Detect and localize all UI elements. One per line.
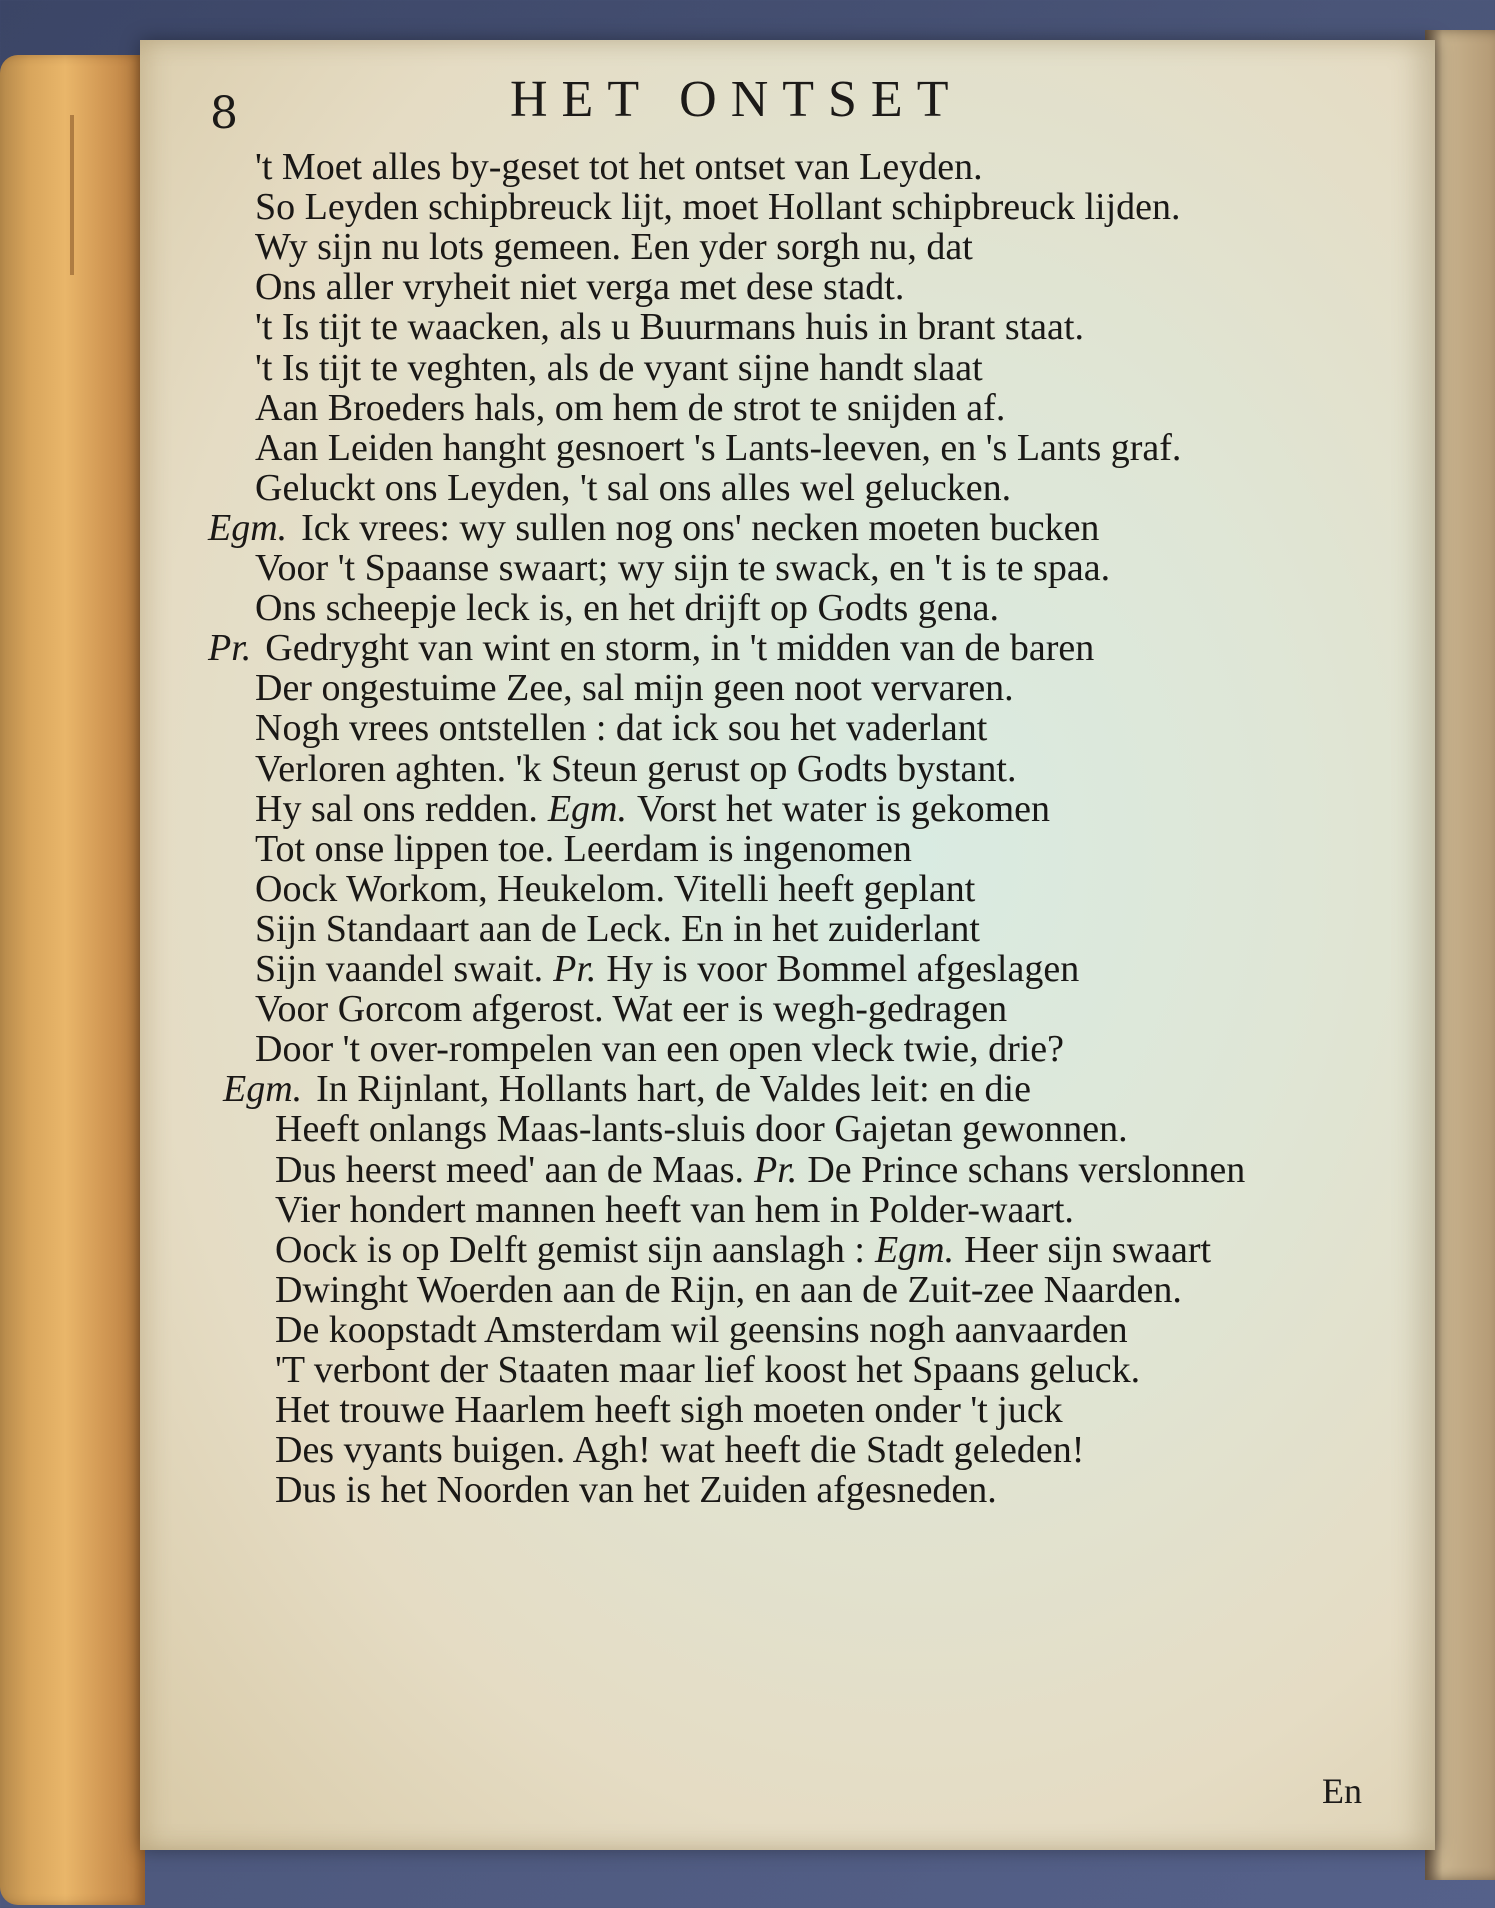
verse-line <box>275 1228 1212 1271</box>
verse-text: Sijn vaandel swait. <box>255 948 544 990</box>
verse-text: Voor Gorcom afgerost. Wat eer is wegh-gedragen <box>255 988 1008 1031</box>
verse-line <box>275 1268 1182 1311</box>
verse-text: Wy sijn nu lots gemeen. Een yder sorgh nu, dat <box>255 226 973 269</box>
speaker-label: Pr. <box>208 627 252 670</box>
verse-text: Heeft onlangs Maas-lants-sluis door Gajetan gewonnen. <box>275 1108 1128 1151</box>
verse-text: Des vyants buigen. Agh! wat heeft die Stadt geleden! <box>275 1429 1085 1472</box>
verse-line <box>255 549 1110 587</box>
verse-line <box>275 1351 1140 1389</box>
verse-line <box>255 867 976 910</box>
verse-text: Hy is voor Bommel afgeslagen <box>606 948 1080 990</box>
book-fore-edge <box>0 55 145 1905</box>
verse-line <box>255 667 1014 710</box>
verse-text: Der ongestuime Zee, sal mijn geen noot vervaren. <box>255 667 1014 710</box>
verse-line <box>255 306 1084 349</box>
verse-text: Gedryght van wint en storm, in 't midden van de baren <box>265 627 1095 670</box>
verse-text: Ons aller vryheit niet verga met dese stadt. <box>255 266 905 309</box>
verse-line <box>275 1308 1128 1351</box>
verse-line <box>255 827 912 870</box>
verse-text: Oock is op Delft gemist sijn aanslagh : <box>275 1228 865 1271</box>
verse-line <box>255 950 1079 988</box>
verse-text: Sijn Standaart aan de Leck. En in het zuiderlant <box>255 907 980 950</box>
verse-line <box>275 1469 997 1512</box>
verse-line <box>275 1188 1074 1231</box>
verse-text: Nogh vrees ontstellen : dat ick sou het vaderlant <box>255 707 988 750</box>
verse-line <box>255 346 983 389</box>
speaker-label: Egm. <box>208 506 288 549</box>
verse-text: Vorst het water is gekomen <box>637 787 1050 830</box>
verse-line <box>223 1068 1031 1111</box>
verse-text: Voor 't Spaanse swaart; wy sijn te swack, en 't is te spaa. <box>255 547 1111 589</box>
verse-line <box>255 186 1181 229</box>
speaker-label: Pr. <box>754 1148 798 1191</box>
verse-text: 't Moet alles by-geset tot het ontset van Leyden. <box>255 146 983 188</box>
verse-line <box>208 627 1095 670</box>
verse-line <box>255 148 983 186</box>
verse-text: De Prince schans verslonnen <box>807 1148 1246 1191</box>
verse-line <box>255 266 905 309</box>
verse-text: Door 't over-rompelen van een open vleck twie, drie? <box>255 1028 1065 1071</box>
verse-line <box>255 426 1182 469</box>
verse-text: De koopstadt Amsterdam wil geensins nogh aanvaarden <box>275 1308 1128 1351</box>
catchword: En <box>1322 1771 1362 1811</box>
verse-text: Ick vrees: wy sullen nog ons' necken moeten bucken <box>301 506 1100 549</box>
verse-line <box>255 988 1008 1031</box>
verse-line <box>255 466 1012 509</box>
verse-line <box>255 587 999 630</box>
verse-text: Tot onse lippen toe. Leerdam is ingenomen <box>255 827 912 870</box>
speaker-label: Pr. <box>553 948 597 990</box>
verse-text: Vier hondert mannen heeft van hem in Polder-waart. <box>275 1188 1074 1231</box>
verse-text: Geluckt ons Leyden, 't sal ons alles wel gelucken. <box>255 466 1012 509</box>
verse-line <box>255 1028 1065 1071</box>
verse-text: Aan Leiden hanght gesnoert 's Lants-leeven, en 's Lants graf. <box>255 426 1182 469</box>
verse-text: Verloren aghten. 'k Steun gerust op Godts bystant. <box>255 747 1017 790</box>
verse-line <box>255 907 980 950</box>
verse-text: Heer sijn swaart <box>964 1228 1212 1271</box>
verse-text: Aan Broeders hals, om hem de strot te snijden af. <box>255 386 1006 429</box>
verse-line <box>255 747 1017 790</box>
verse-line <box>255 386 1006 429</box>
verse-text: Dus heerst meed' aan de Maas. <box>275 1148 745 1191</box>
verse-text: 'T verbont der Staaten maar lief koost het Spaans geluck. <box>275 1349 1141 1391</box>
running-head: HET ONTSET <box>510 71 963 128</box>
bleed-through-text <box>1395 160 1495 1810</box>
verse-line <box>255 707 988 750</box>
verse-line <box>255 226 973 269</box>
verse-line <box>275 1108 1128 1151</box>
verse-text: Ons scheepje leck is, en het drijft op Godts gena. <box>255 587 999 630</box>
verse-text: Oock Workom, Heukelom. Vitelli heeft geplant <box>255 867 976 910</box>
speaker-label: Egm. <box>547 787 627 830</box>
verse-text: 't Is tijt te veghten, als de vyant sijne handt slaat <box>255 346 983 389</box>
verse-text: 't Is tijt te waacken, als u Buurmans huis in brant staat. <box>255 306 1084 349</box>
verse-line <box>275 1389 1063 1432</box>
verse-line <box>255 787 1050 830</box>
speaker-label: Egm. <box>874 1228 955 1271</box>
verse-text: So Leyden schipbreuck lijt, moet Hollant schipbreuck lijden. <box>255 186 1181 229</box>
verse-line <box>208 506 1100 549</box>
page-number: 8 <box>210 88 238 139</box>
verse-line <box>275 1429 1085 1472</box>
verse-text: Het trouwe Haarlem heeft sigh moeten onder 't juck <box>275 1389 1063 1432</box>
verse-text: Hy sal ons redden. <box>255 787 538 830</box>
speaker-label: Egm. <box>223 1068 303 1111</box>
verse-text: Dwinght Woerden aan de Rijn, en aan de Zuit-zee Naarden. <box>275 1268 1182 1311</box>
verse-text: Dus is het Noorden van het Zuiden afgesneden. <box>275 1469 997 1512</box>
verse-line <box>275 1148 1246 1191</box>
verse-text: In Rijnlant, Hollants hart, de Valdes leit: en die <box>316 1068 1031 1111</box>
